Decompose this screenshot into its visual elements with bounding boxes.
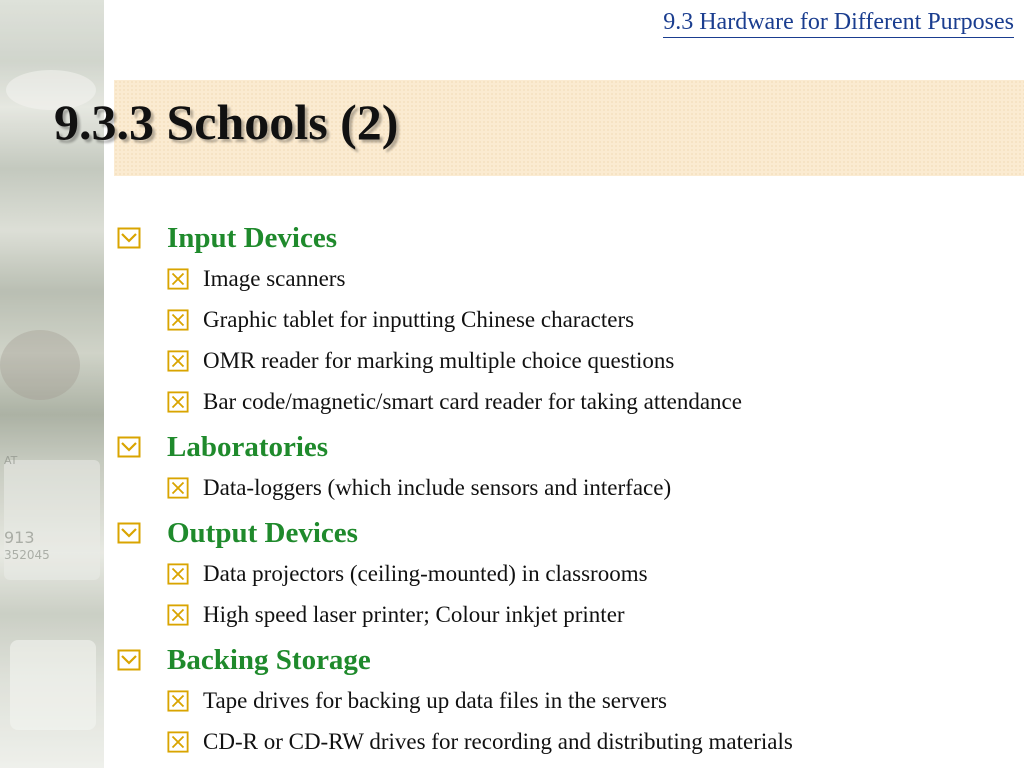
section-title: Laboratories [167,431,329,463]
list-item [114,340,1014,381]
photo-hand-keyboard [0,330,80,400]
page-title: 9.3.3 Schools (2) [54,94,399,150]
x-box-icon [167,731,189,753]
x-box-icon [167,563,189,585]
item-text: Bar code/magnetic/smart card reader for taking attendance [203,388,742,414]
section-items [114,467,1014,508]
slide-content [114,218,1014,762]
list-item [114,553,1014,594]
y-box-icon [117,648,141,672]
item-text: OMR reader for marking multiple choice questions [203,347,675,373]
section-items [114,258,1014,422]
list-item [114,721,1014,762]
section-items [114,553,1014,635]
section-title: Output Devices [167,517,358,549]
section-items [114,680,1014,762]
x-box-icon [167,604,189,626]
list-item [114,467,1014,508]
list-item [114,594,1014,635]
item-text: CD-R or CD-RW drives for recording and distributing materials [203,728,793,754]
x-box-icon [167,690,189,712]
x-box-icon [167,309,189,331]
x-box-icon [167,268,189,290]
y-box-icon [117,521,141,545]
section-laboratories [114,427,1014,467]
item-text: Data-loggers (which include sensors and interface) [203,474,672,500]
y-box-icon [117,435,141,459]
photo-barcode-card [4,460,100,580]
item-text: Graphic tablet for inputting Chinese characters [203,306,635,332]
side-text-number-small: 352045 [4,548,50,562]
x-box-icon [167,350,189,372]
x-box-icon [167,477,189,499]
side-text-number: 913 [4,528,35,547]
photo-disk-drive [10,640,96,730]
side-text-label: AT [4,454,18,467]
item-text: Tape drives for backing up data files in the servers [203,687,667,713]
section-title: Backing Storage [167,644,371,676]
item-text: Data projectors (ceiling-mounted) in classrooms [203,560,648,586]
section-backing-storage [114,640,1014,680]
list-item [114,258,1014,299]
section-input-devices [114,218,1014,258]
y-box-icon [117,226,141,250]
list-item [114,299,1014,340]
item-text: High speed laser printer; Colour inkjet printer [203,601,625,627]
header-reference: 9.3 Hardware for Different Purposes [663,8,1014,38]
list-item [114,680,1014,721]
section-title: Input Devices [167,222,337,254]
x-box-icon [167,391,189,413]
section-output-devices [114,513,1014,553]
item-text: Image scanners [203,265,346,291]
list-item [114,381,1014,422]
